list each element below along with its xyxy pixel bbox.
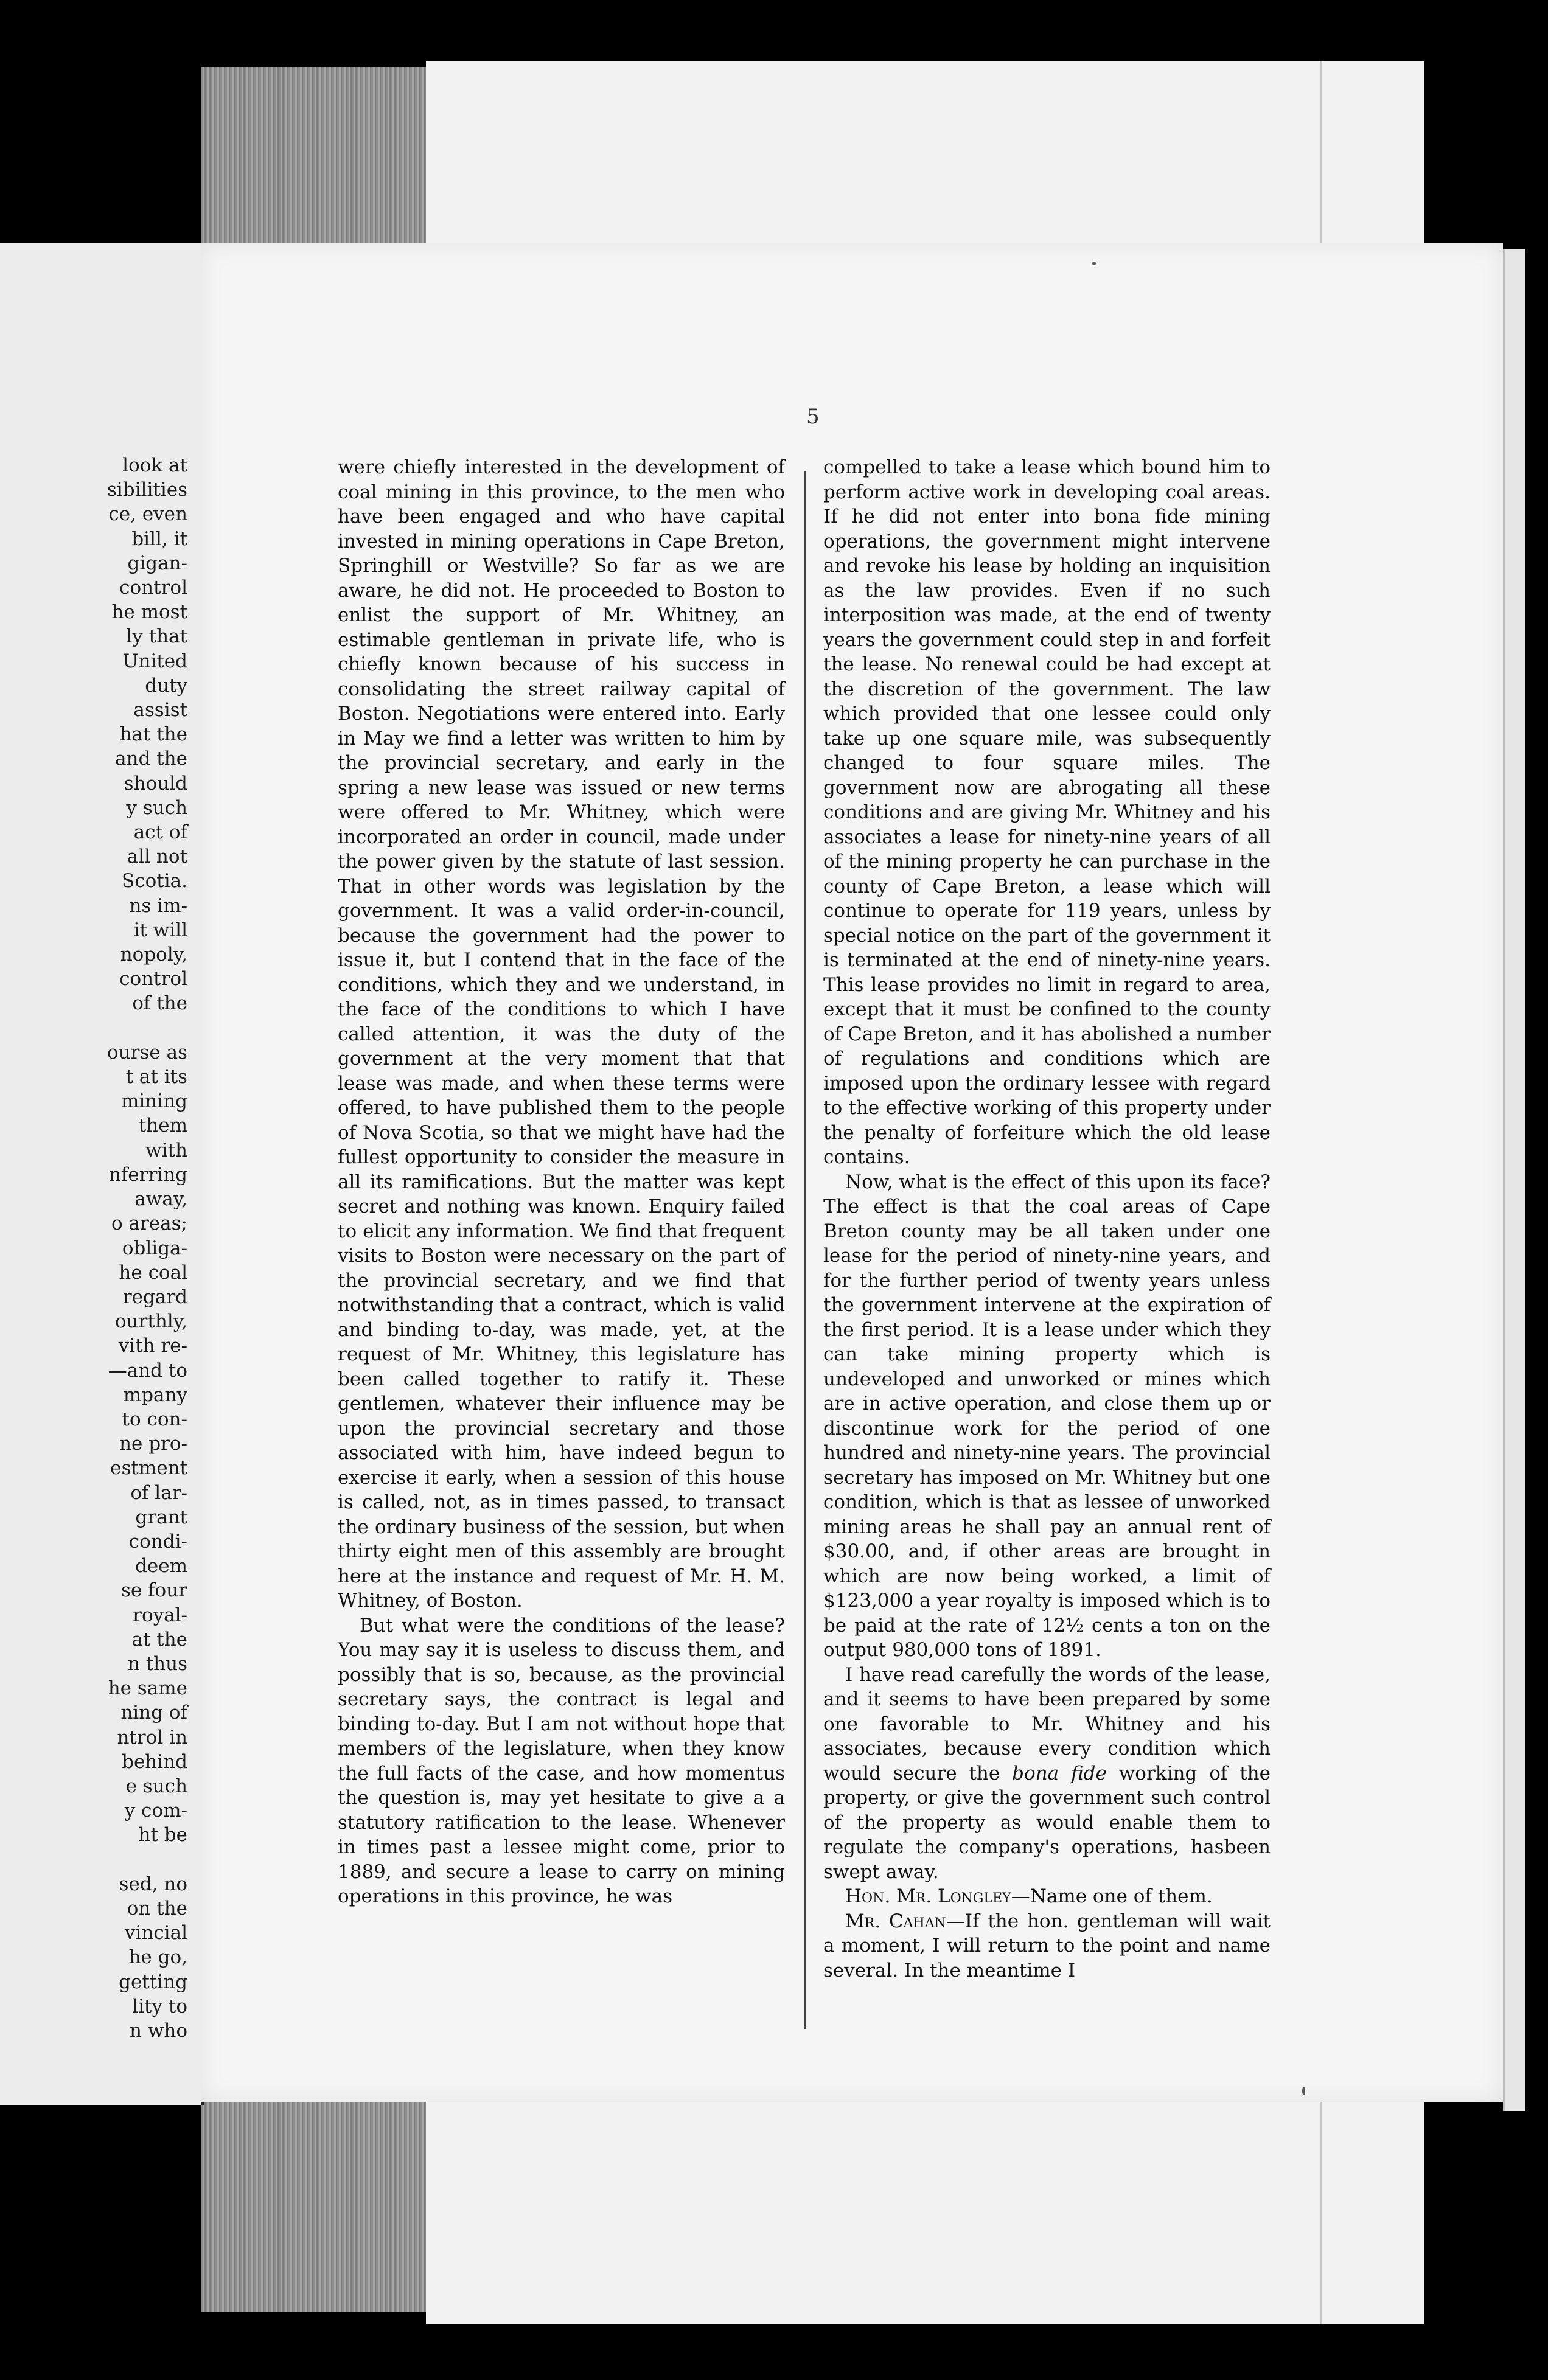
sheet-fold-line-bottom [1320,2069,1322,2324]
text-column-left [338,455,785,1909]
speech-text: —If the hon. gentleman will wait a moment, I will return to the point and name several. In the meantime I [823,1910,1271,1982]
paragraph-text: working of the property, or give the government such control of the property as would enable them to regulate the company's operations, hasbeen swept away. [823,1762,1271,1883]
paragraph-text: I have read carefully the words of the lease, and it seems to have been prepared by some one favorable to Mr. Whitney and his associates, because every condition which would secure the [823,1663,1271,1784]
paragraph: compelled to take a lease which bound him to perform active work in developing coal areas. If he did not enter into bona fide mining operations, the government might intervene and revoke his lease by holding an inquisition as the law provides. Even if no such interposition was made, at the end of twenty years the government could step in and forfeit the lease. No renewal could be had except at the discretion of the government. The law which provided that one lessee could only take up one square mile, was subsequently changed to four square miles. The government now are abrogating all these conditions and are giving Mr. Whitney and his associates a lease for ninety-nine years of all of the mining property he can purchase in the county of Cape Breton, a lease which will continue to operate for 119 years, unless by special notice on the part of the government it is terminated at the end of ninety-nine years. This lease provides no limit in regard to area, except that it must be confined to the county of Cape Breton, and it has abolished a number of regulations and conditions which are imposed upon the ordinary lessee with regard to the effective working of this property under the penalty of forfeiture which the old lease contains. [823,456,1271,1168]
speaker-line [823,1884,1271,1909]
page-edge [1503,249,1525,2111]
speaker-name: Mr. Cahan [845,1910,946,1932]
binding-cloth-bottom [201,2069,432,2312]
left-page-text: look at sibilities ce, even bill, it gigan- control he most ly that United duty assist hat the and the should y such act of all not Scotia. ns im- it will nopoly, control of the ourse as t at its mining them with nferring away, o areas; obliga- he coal regard ourthly, vith re- —and to mpany to con- ne pro- estment of lar- grant condi- deem se four royal- at the n thus he same ning of ntrol in behind e such y com- ht be sed, no on the vincial he go, getting lity to n who [106,454,187,2042]
speaker-name: Hon. Mr. Longley [845,1885,1011,1907]
text-column-right [823,455,1271,1983]
paragraph: Now, what is the effect of this upon its face? The effect is that the coal areas of Cape Breton county may be all taken under one lease for the period of ninety-nine years, and for the further period of twenty years unless the government intervene at the expiration of the first period. It is a lease under which they can take mining property which is undeveloped and unworked or mines which are in active operation, and close them up or discontinue work for the period of one hundred and ninety-nine years. The provincial secretary has imposed on Mr. Whitney but one condition, which is that as lessee of unworked mining areas he shall pay an annual rent of $30.00, and, if other areas are brought in which are now being worked, a limit of $123,000 a year royalty is imposed which is to be paid at the rate of 12½ cents a ton on the output 980,000 tons of 1891. [823,1171,1271,1661]
page-number: 5 [806,405,820,429]
speech-text: —Name one of them. [1011,1885,1213,1907]
scan-speck [1092,262,1096,265]
binding-cloth-top [201,67,432,262]
paragraph: But what were the conditions of the lease? You may say it is useless to discuss them, and possibly that is so, because, as the provincial secretary says, the contract is legal and binding to-day. But I am not without hope that members of the legislature, when they know the full facts of the case, and how momentus the question is, may yet hesitate to give a a statutory ratification to the lease. Whenever in times past a lessee might come, prior to 1889, and secure a lease to carry on mining operations in this province, he was [338,1614,785,1907]
paragraph: were chiefly interested in the development of coal mining in this province, to the men who have been engaged and who have capital invested in mining operations in Cape Breton, Springhill or Westville? So far as we are aware, he did not. He proceeded to Boston to enlist the support of Mr. Whitney, an estimable gentleman in private life, who is chiefly known because of his success in consolidating the street railway capital of Boston. Negotiations were entered into. Early in May we find a letter was written to him by the provincial secretary, and early in the spring a new lease was issued or new terms were offered to Mr. Whitney, which were incorporated an order in council, made under the power given by the statute of last session. That in other words was legislation by the government. It was a valid order-in-council, because the government had the power to issue it, but I contend that in the face of the conditions, which they and we understand, in the face of the conditions to which I have called attention, it was the duty of the government at the very moment that that lease was made, and when these terms were offered, to have published them to the people of Nova Scotia, so that we might have had the fullest opportunity to consider the measure in all its ramifications. But the matter was kept secret and nothing was known. Enquiry failed to elicit any information. We find that frequent visits to Boston were necessary on the part of the provincial secretary, and we find that notwithstanding that a contract, which is valid and binding to-day, was made, yet, at the request of Mr. Whitney, this legislature has been called together to ratify it. These gentlemen, whatever their influence may be upon the provincial secretary and those associated with him, have indeed begun to exercise it early, when a session of this house is called, not, as in times passed, to transact the ordinary business of the session, but when thirty eight men of this assembly are brought here at the instance and request of Mr. H. M. Whitney, of Boston. [338,456,785,1612]
scan-speck [1302,2087,1305,2095]
left-page-fragment [0,243,204,2105]
mount-sheet-bottom [426,2069,1424,2324]
column-divider [804,471,806,2029]
mount-sheet-top [426,61,1424,262]
sheet-fold-line [1320,61,1322,262]
paragraph [823,1663,1271,1885]
speaker-line [823,1909,1271,1983]
italic-term: bona fide [1012,1762,1107,1784]
